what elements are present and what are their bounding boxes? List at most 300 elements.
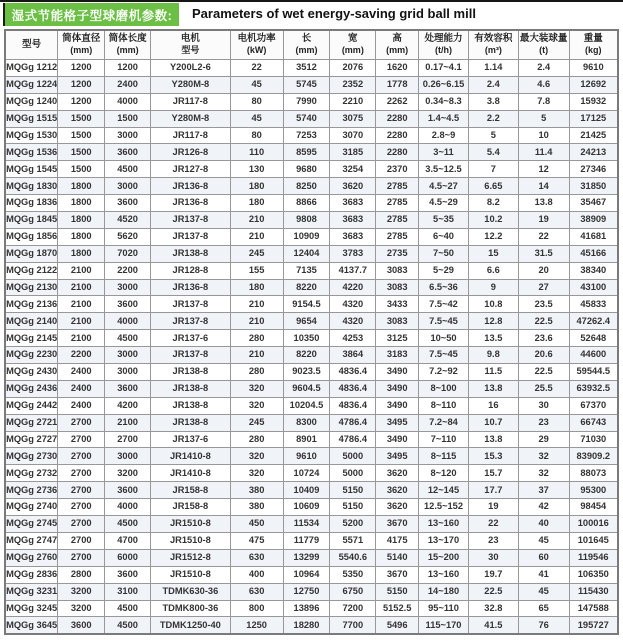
table-cell: 2262 bbox=[376, 93, 419, 110]
table-cell: 30 bbox=[518, 397, 569, 414]
table-cell: 0.26~6.15 bbox=[419, 76, 469, 93]
table-cell: 101645 bbox=[569, 532, 618, 549]
table-cell: 15.3 bbox=[468, 448, 518, 465]
table-row bbox=[5, 600, 618, 617]
column-header: 电机 型号 bbox=[151, 30, 231, 60]
table-cell: 3490 bbox=[376, 364, 419, 381]
table-cell: 3070 bbox=[330, 127, 376, 144]
table-cell: 2700 bbox=[58, 516, 105, 533]
table-cell: 41681 bbox=[569, 228, 618, 245]
table-cell: 17.7 bbox=[468, 482, 518, 499]
table-cell: 115~170 bbox=[419, 617, 469, 634]
table-cell: 4700 bbox=[105, 532, 151, 549]
table-cell: 10964 bbox=[283, 566, 330, 583]
table-cell: 4520 bbox=[105, 212, 151, 229]
table-cell: 245 bbox=[230, 414, 283, 431]
table-cell: Y200L2-6 bbox=[151, 60, 231, 77]
table-cell: 25.5 bbox=[518, 380, 569, 397]
table-cell: 5571 bbox=[330, 532, 376, 549]
column-header: 筒体直径 (mm) bbox=[58, 30, 105, 60]
table-cell: 106350 bbox=[569, 566, 618, 583]
table-cell: 30 bbox=[468, 549, 518, 566]
table-cell: 45 bbox=[230, 76, 283, 93]
table-cell: JR137-6 bbox=[151, 431, 231, 448]
table-cell: 3620 bbox=[376, 482, 419, 499]
column-header: 最大装球量 (t) bbox=[518, 30, 569, 60]
table-row bbox=[5, 110, 618, 127]
table-cell: 2400 bbox=[58, 380, 105, 397]
table-cell: 2370 bbox=[376, 161, 419, 178]
table-cell: 119546 bbox=[569, 549, 618, 566]
table-cell: 5350 bbox=[330, 566, 376, 583]
table-cell: 14 bbox=[518, 178, 569, 195]
table-cell: 41.5 bbox=[468, 617, 518, 634]
table-cell: 7~110 bbox=[419, 431, 469, 448]
table-cell: 3200 bbox=[58, 583, 105, 600]
table-cell: 5745 bbox=[283, 76, 330, 93]
table-cell: 8901 bbox=[283, 431, 330, 448]
table-cell: 20 bbox=[518, 262, 569, 279]
table-cell: 95~110 bbox=[419, 600, 469, 617]
table-row bbox=[5, 76, 618, 93]
table-cell: 13.8 bbox=[468, 431, 518, 448]
table-row bbox=[5, 262, 618, 279]
table-cell: 13.8 bbox=[468, 380, 518, 397]
table-cell: MQGg 2130 bbox=[5, 279, 58, 296]
table-cell: 1800 bbox=[58, 245, 105, 262]
parameters-table-container bbox=[4, 29, 619, 635]
table-cell: 8866 bbox=[283, 195, 330, 212]
table-cell: 5.4 bbox=[468, 144, 518, 161]
table-cell: 8~115 bbox=[419, 448, 469, 465]
table-cell: 1800 bbox=[58, 195, 105, 212]
table-cell: 5740 bbox=[283, 110, 330, 127]
table-cell: 2352 bbox=[330, 76, 376, 93]
table-cell: 10909 bbox=[283, 228, 330, 245]
table-cell: 9680 bbox=[283, 161, 330, 178]
table-cell: 280 bbox=[230, 431, 283, 448]
table-row bbox=[5, 296, 618, 313]
table-cell: 180 bbox=[230, 195, 283, 212]
table-cell: MQGg 1212 bbox=[5, 60, 58, 77]
table-cell: 210 bbox=[230, 228, 283, 245]
table-cell: 2.2 bbox=[468, 110, 518, 127]
table-cell: 320 bbox=[230, 465, 283, 482]
table-cell: 0.17~4.1 bbox=[419, 60, 469, 77]
table-cell: 6.5~36 bbox=[419, 279, 469, 296]
table-cell: 5540.6 bbox=[330, 549, 376, 566]
table-row bbox=[5, 516, 618, 533]
table-cell: MQGg 3231 bbox=[5, 583, 58, 600]
table-cell: 4836.4 bbox=[330, 380, 376, 397]
table-cell: 23.5 bbox=[518, 296, 569, 313]
table-cell: 155 bbox=[230, 262, 283, 279]
table-cell: 8220 bbox=[283, 279, 330, 296]
table-cell: JR1512-8 bbox=[151, 549, 231, 566]
table-row bbox=[5, 127, 618, 144]
table-cell: 320 bbox=[230, 448, 283, 465]
table-cell: 7135 bbox=[283, 262, 330, 279]
table-cell: 2700 bbox=[58, 465, 105, 482]
table-cell: 4220 bbox=[330, 279, 376, 296]
table-cell: 32.8 bbox=[468, 600, 518, 617]
table-cell: 80 bbox=[230, 127, 283, 144]
table-cell: 15.7 bbox=[468, 465, 518, 482]
table-row bbox=[5, 313, 618, 330]
table-cell: 1250 bbox=[230, 617, 283, 634]
table-cell: 210 bbox=[230, 313, 283, 330]
table-cell: 3075 bbox=[330, 110, 376, 127]
table-cell: 19.7 bbox=[468, 566, 518, 583]
table-cell: 2700 bbox=[58, 482, 105, 499]
table-cell: 1778 bbox=[376, 76, 419, 93]
table-cell: 8.2 bbox=[468, 195, 518, 212]
table-row bbox=[5, 499, 618, 516]
table-cell: 10.7 bbox=[468, 414, 518, 431]
table-cell: 5150 bbox=[330, 482, 376, 499]
table-cell: JR138-8 bbox=[151, 414, 231, 431]
table-cell: 4320 bbox=[330, 296, 376, 313]
table-row bbox=[5, 414, 618, 431]
table-cell: 100016 bbox=[569, 516, 618, 533]
table-cell: JR137-8 bbox=[151, 347, 231, 364]
table-cell: 3512 bbox=[283, 60, 330, 77]
table-cell: 630 bbox=[230, 549, 283, 566]
table-cell: 35467 bbox=[569, 195, 618, 212]
table-cell: 2.8~9 bbox=[419, 127, 469, 144]
table-cell: 1500 bbox=[58, 127, 105, 144]
table-cell: 11.5 bbox=[468, 364, 518, 381]
table-cell: 380 bbox=[230, 482, 283, 499]
table-cell: 3000 bbox=[105, 448, 151, 465]
table-cell: JR137-8 bbox=[151, 296, 231, 313]
chinese-title-banner bbox=[3, 3, 179, 26]
table-cell: 80 bbox=[230, 93, 283, 110]
table-cell: 5150 bbox=[376, 583, 419, 600]
table-cell: JR158-8 bbox=[151, 499, 231, 516]
table-cell: 2280 bbox=[376, 110, 419, 127]
table-cell: 2800 bbox=[58, 566, 105, 583]
table-cell: 12750 bbox=[283, 583, 330, 600]
table-row bbox=[5, 397, 618, 414]
table-row bbox=[5, 347, 618, 364]
table-cell: 7.5~45 bbox=[419, 313, 469, 330]
table-cell: 8220 bbox=[283, 347, 330, 364]
table-cell: MQGg 2736 bbox=[5, 482, 58, 499]
table-cell: TDMK800-36 bbox=[151, 600, 231, 617]
table-cell: 11.4 bbox=[518, 144, 569, 161]
table-cell: JR138-8 bbox=[151, 397, 231, 414]
table-cell: 15~200 bbox=[419, 549, 469, 566]
table-cell: 5000 bbox=[330, 448, 376, 465]
table-cell: 9808 bbox=[283, 212, 330, 229]
table-cell: 6.65 bbox=[468, 178, 518, 195]
table-cell: 21425 bbox=[569, 127, 618, 144]
table-cell: 1200 bbox=[58, 60, 105, 77]
table-row bbox=[5, 431, 618, 448]
table-cell: 6.6 bbox=[468, 262, 518, 279]
table-cell: 13~160 bbox=[419, 516, 469, 533]
table-cell: 7990 bbox=[283, 93, 330, 110]
table-cell: 3083 bbox=[376, 279, 419, 296]
table-cell: 3083 bbox=[376, 262, 419, 279]
table-cell: 4.5~29 bbox=[419, 195, 469, 212]
table-cell: MQGg 3245 bbox=[5, 600, 58, 617]
table-cell: 71030 bbox=[569, 431, 618, 448]
table-cell: 19 bbox=[518, 212, 569, 229]
table-cell: 10724 bbox=[283, 465, 330, 482]
table-cell: 7200 bbox=[330, 600, 376, 617]
table-cell: 13.5 bbox=[468, 330, 518, 347]
table-cell: 8~120 bbox=[419, 465, 469, 482]
table-cell: 10.8 bbox=[468, 296, 518, 313]
table-cell: MQGg 1224 bbox=[5, 76, 58, 93]
table-cell: 4500 bbox=[105, 600, 151, 617]
table-cell: 41 bbox=[518, 566, 569, 583]
table-cell: TDMK1250-40 bbox=[151, 617, 231, 634]
table-cell: 45166 bbox=[569, 245, 618, 262]
column-header: 筒体长度 (mm) bbox=[105, 30, 151, 60]
table-cell: 5~35 bbox=[419, 212, 469, 229]
chinese-title-text: 湿式节能格子型球磨机参数: bbox=[11, 8, 173, 23]
table-cell: 3600 bbox=[105, 296, 151, 313]
table-cell: 7.2~92 bbox=[419, 364, 469, 381]
table-row bbox=[5, 161, 618, 178]
table-row bbox=[5, 448, 618, 465]
table-cell: 2100 bbox=[58, 313, 105, 330]
table-cell: 3600 bbox=[105, 380, 151, 397]
table-cell: 12.8 bbox=[468, 313, 518, 330]
table-cell: 27 bbox=[518, 279, 569, 296]
table-cell: MQGg 1836 bbox=[5, 195, 58, 212]
table-cell: 4.5~27 bbox=[419, 178, 469, 195]
table-cell: 3683 bbox=[330, 212, 376, 229]
table-cell: 8300 bbox=[283, 414, 330, 431]
table-cell: 4137.7 bbox=[330, 262, 376, 279]
table-cell: 6750 bbox=[330, 583, 376, 600]
table-cell: 630 bbox=[230, 583, 283, 600]
table-cell: 14~180 bbox=[419, 583, 469, 600]
table-cell: 38909 bbox=[569, 212, 618, 229]
table-row bbox=[5, 245, 618, 262]
table-cell: 475 bbox=[230, 532, 283, 549]
table-row bbox=[5, 330, 618, 347]
table-cell: 16 bbox=[468, 397, 518, 414]
table-cell: MQGg 2721 bbox=[5, 414, 58, 431]
table-cell: JR127-8 bbox=[151, 161, 231, 178]
table-cell: 4500 bbox=[105, 516, 151, 533]
table-cell: 3620 bbox=[376, 499, 419, 516]
table-cell: 180 bbox=[230, 279, 283, 296]
table-cell: 4836.4 bbox=[330, 364, 376, 381]
table-cell: JR138-8 bbox=[151, 380, 231, 397]
table-cell: 1200 bbox=[58, 76, 105, 93]
table-cell: JR117-8 bbox=[151, 127, 231, 144]
table-cell: 9 bbox=[468, 279, 518, 296]
table-cell: 3495 bbox=[376, 414, 419, 431]
table-cell: 400 bbox=[230, 566, 283, 583]
table-cell: 31.5 bbox=[518, 245, 569, 262]
table-cell: JR137-6 bbox=[151, 330, 231, 347]
table-cell: MQGg 2140 bbox=[5, 313, 58, 330]
table-cell: 4175 bbox=[376, 532, 419, 549]
table-cell: JR136-8 bbox=[151, 178, 231, 195]
table-cell: 5150 bbox=[330, 499, 376, 516]
column-header: 有效容积 (m³) bbox=[468, 30, 518, 60]
table-cell: 4.6 bbox=[518, 76, 569, 93]
table-cell: 6~40 bbox=[419, 228, 469, 245]
english-title-text: Parameters of wet energy-saving grid ball mill bbox=[192, 6, 476, 21]
table-cell: 17125 bbox=[569, 110, 618, 127]
table-cell: 4500 bbox=[105, 161, 151, 178]
table-cell: MQGg 2732 bbox=[5, 465, 58, 482]
table-cell: 10 bbox=[518, 127, 569, 144]
table-cell: 1500 bbox=[105, 110, 151, 127]
table-cell: MQGg 2747 bbox=[5, 532, 58, 549]
table-cell: TDMK630-36 bbox=[151, 583, 231, 600]
table-cell: 3100 bbox=[105, 583, 151, 600]
table-cell: 32 bbox=[518, 465, 569, 482]
table-cell: 9610 bbox=[569, 60, 618, 77]
table-cell: 4200 bbox=[105, 397, 151, 414]
table-cell: 63932.5 bbox=[569, 380, 618, 397]
table-cell: 66743 bbox=[569, 414, 618, 431]
table-cell: 5152.5 bbox=[376, 600, 419, 617]
table-cell: 8595 bbox=[283, 144, 330, 161]
table-cell: 1500 bbox=[58, 110, 105, 127]
table-cell: 3200 bbox=[58, 600, 105, 617]
table-cell: 5620 bbox=[105, 228, 151, 245]
column-header: 电机功率 (kW) bbox=[230, 30, 283, 60]
table-cell: 245 bbox=[230, 245, 283, 262]
table-cell: 40 bbox=[518, 516, 569, 533]
table-cell: 3000 bbox=[105, 364, 151, 381]
table-cell: 3254 bbox=[330, 161, 376, 178]
table-cell: 4000 bbox=[105, 313, 151, 330]
table-cell: 3000 bbox=[105, 279, 151, 296]
table-cell: 2100 bbox=[58, 330, 105, 347]
table-row bbox=[5, 144, 618, 161]
table-cell: 3.8 bbox=[468, 93, 518, 110]
table-cell: 2785 bbox=[376, 212, 419, 229]
table-cell: 29 bbox=[518, 431, 569, 448]
table-cell: 3490 bbox=[376, 431, 419, 448]
table-cell: 10~50 bbox=[419, 330, 469, 347]
table-cell: 1500 bbox=[58, 144, 105, 161]
table-cell: JR158-8 bbox=[151, 482, 231, 499]
table-cell: 5 bbox=[468, 127, 518, 144]
table-cell: 5496 bbox=[376, 617, 419, 634]
table-row bbox=[5, 482, 618, 499]
table-cell: MQGg 2436 bbox=[5, 380, 58, 397]
table-cell: 2280 bbox=[376, 127, 419, 144]
table-cell: 38340 bbox=[569, 262, 618, 279]
table-cell: 3~11 bbox=[419, 144, 469, 161]
table-cell: 2100 bbox=[58, 279, 105, 296]
table-header-row bbox=[5, 30, 618, 60]
table-cell: 47262.4 bbox=[569, 313, 618, 330]
table-cell: 3620 bbox=[376, 465, 419, 482]
table-cell: 12 bbox=[518, 161, 569, 178]
table-cell: 67370 bbox=[569, 397, 618, 414]
table-row bbox=[5, 380, 618, 397]
table-cell: 210 bbox=[230, 347, 283, 364]
table-cell: 5200 bbox=[330, 516, 376, 533]
table-row bbox=[5, 195, 618, 212]
table-cell: MQGg 1545 bbox=[5, 161, 58, 178]
table-cell: 3683 bbox=[330, 228, 376, 245]
table-cell: 45 bbox=[230, 110, 283, 127]
table-cell: 320 bbox=[230, 397, 283, 414]
table-cell: JR1410-8 bbox=[151, 465, 231, 482]
table-cell: MQGg 3645 bbox=[5, 617, 58, 634]
table-cell: 15 bbox=[468, 245, 518, 262]
table-cell: 3683 bbox=[330, 195, 376, 212]
table-cell: MQGg 2727 bbox=[5, 431, 58, 448]
table-cell: 1800 bbox=[58, 212, 105, 229]
table-cell: 2735 bbox=[376, 245, 419, 262]
table-cell: 2280 bbox=[376, 144, 419, 161]
table-cell: 3185 bbox=[330, 144, 376, 161]
table-cell: 60 bbox=[518, 549, 569, 566]
table-cell: MQGg 1530 bbox=[5, 127, 58, 144]
table-cell: 2400 bbox=[58, 364, 105, 381]
table-cell: 8250 bbox=[283, 178, 330, 195]
table-cell: MQGg 1870 bbox=[5, 245, 58, 262]
table-row bbox=[5, 60, 618, 77]
table-cell: 195727 bbox=[569, 617, 618, 634]
table-cell: 2.4 bbox=[518, 60, 569, 77]
table-cell: 8~100 bbox=[419, 380, 469, 397]
table-cell: 2200 bbox=[58, 347, 105, 364]
table-cell: 3600 bbox=[105, 566, 151, 583]
table-cell: 45 bbox=[518, 583, 569, 600]
table-cell: 12404 bbox=[283, 245, 330, 262]
table-cell: 10350 bbox=[283, 330, 330, 347]
table-cell: 180 bbox=[230, 178, 283, 195]
table-cell: 3490 bbox=[376, 380, 419, 397]
table-row bbox=[5, 178, 618, 195]
table-cell: 3620 bbox=[330, 178, 376, 195]
table-row bbox=[5, 617, 618, 634]
table-cell: 3490 bbox=[376, 397, 419, 414]
table-cell: MQGg 2836 bbox=[5, 566, 58, 583]
table-cell: 3864 bbox=[330, 347, 376, 364]
table-row bbox=[5, 279, 618, 296]
table-cell: 2100 bbox=[105, 414, 151, 431]
table-cell: MQGg 2136 bbox=[5, 296, 58, 313]
table-cell: 110 bbox=[230, 144, 283, 161]
table-cell: MQGg 2442 bbox=[5, 397, 58, 414]
table-row bbox=[5, 566, 618, 583]
table-cell: 2.4 bbox=[468, 76, 518, 93]
table-cell: 32 bbox=[518, 448, 569, 465]
table-row bbox=[5, 465, 618, 482]
table-cell: 43100 bbox=[569, 279, 618, 296]
table-cell: 2076 bbox=[330, 60, 376, 77]
table-cell: 2700 bbox=[58, 532, 105, 549]
table-cell: JR1510-8 bbox=[151, 516, 231, 533]
table-cell: 10409 bbox=[283, 482, 330, 499]
table-cell: 4000 bbox=[105, 93, 151, 110]
table-cell: 3433 bbox=[376, 296, 419, 313]
table-cell: MQGg 2740 bbox=[5, 499, 58, 516]
column-header: 宽 (mm) bbox=[330, 30, 376, 60]
table-cell: 130 bbox=[230, 161, 283, 178]
table-cell: 19 bbox=[468, 499, 518, 516]
table-cell: 2100 bbox=[58, 262, 105, 279]
table-cell: 2700 bbox=[58, 414, 105, 431]
